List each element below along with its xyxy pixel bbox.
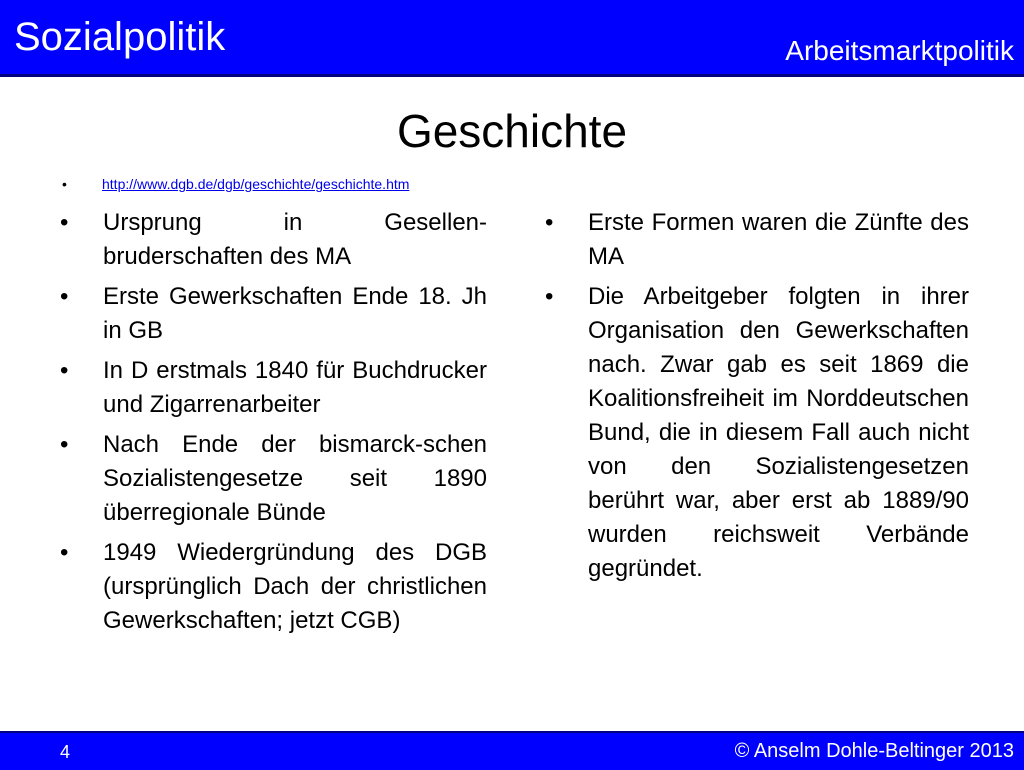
list-item [545, 206, 969, 274]
list-item [60, 428, 487, 530]
bullet-icon: • [60, 539, 69, 566]
left-bullet-list [60, 206, 487, 638]
list-item [60, 354, 487, 422]
list-item-text: Nach Ende der bismarck-schen Sozialistengesetze seit 1890 überregionale Bünde [103, 431, 487, 526]
list-item [60, 536, 487, 638]
list-item-text: Ursprung in Gesellen-bruderschaften des MA [103, 209, 487, 270]
list-item [545, 280, 969, 586]
bullet-icon: • [60, 209, 69, 236]
link-row [62, 175, 409, 193]
bullet-icon: • [60, 283, 69, 310]
right-column [545, 206, 969, 592]
slide-title: Geschichte [396, 105, 628, 157]
topic-title: Arbeitsmarktpolitik [785, 35, 1014, 66]
list-item [60, 280, 487, 348]
list-item [60, 206, 487, 274]
list-item-text: Erste Formen waren die Zünfte des MA [588, 209, 969, 270]
page-number: 4 [60, 742, 71, 762]
right-bullet-list [545, 206, 969, 586]
course-title: Sozialpolitik [14, 15, 226, 59]
copyright-notice: © Anselm Dohle-Beltinger 2013 [734, 740, 1014, 762]
bullet-icon: • [545, 209, 554, 236]
list-item-text: 1949 Wiedergründung des DGB (ursprünglich Dach der christlichen Gewerkschaften; jetzt CGB) [103, 539, 487, 634]
list-item-text: In D erstmals 1840 für Buchdrucker und Zigarrenarbeiter [103, 357, 487, 418]
list-item-text: Erste Gewerkschaften Ende 18. Jh in GB [103, 283, 487, 344]
bullet-icon: • [60, 431, 69, 458]
header-bar [0, 0, 1024, 77]
footer-bar [0, 731, 1024, 770]
left-column [60, 206, 487, 644]
list-item-text: Die Arbeitgeber folgten in ihrer Organisation den Gewerkschaften nach. Zwar gab es seit 1869 die Koalitionsfreiheit im Norddeutschen Bund, die in diesem Fall auch nicht von den Sozialistengesetzen berührt war, aber erst ab 1889/90 wurden reichsweit Verbände gegründet. [588, 283, 969, 582]
bullet-icon: • [545, 283, 554, 310]
source-link[interactable]: http://www.dgb.de/dgb/geschichte/geschichte.htm [102, 176, 410, 192]
bullet-icon: • [60, 357, 69, 384]
bullet-icon: • [62, 176, 67, 192]
